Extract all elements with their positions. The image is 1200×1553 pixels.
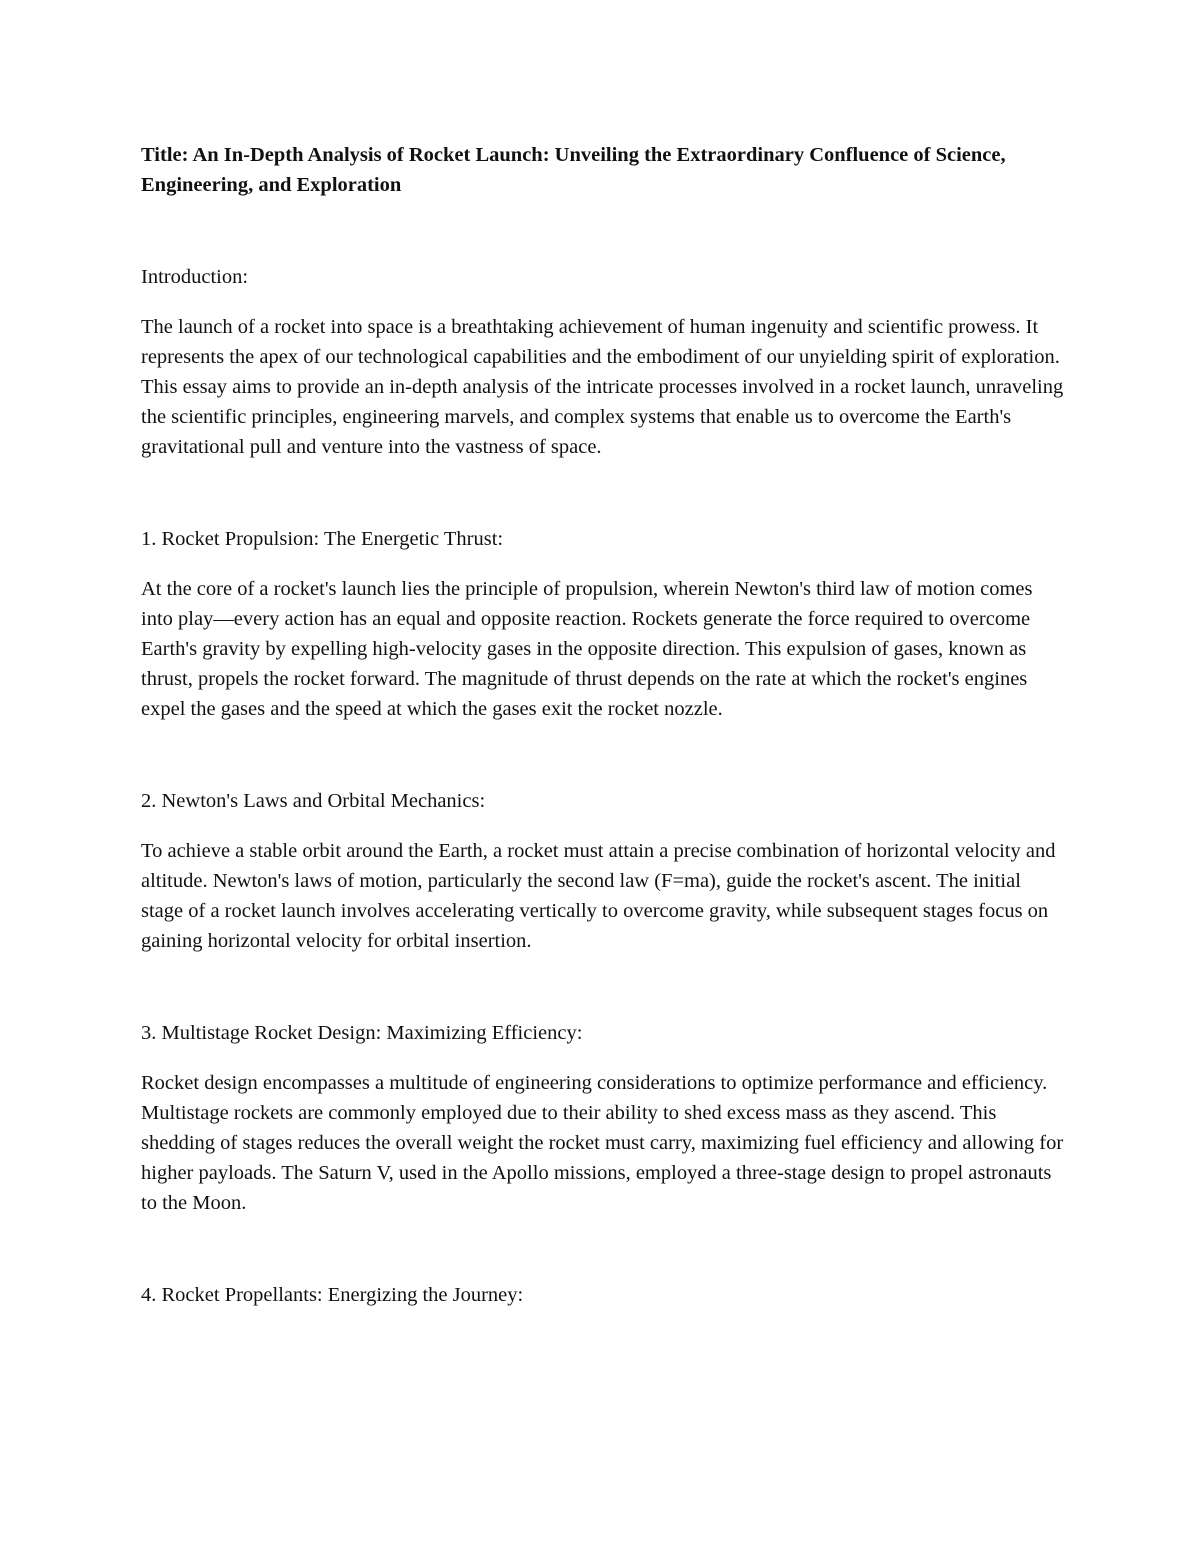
section-heading-rocket-propulsion: 1. Rocket Propulsion: The Energetic Thrust:: [141, 528, 504, 550]
section-body-introduction: The launch of a rocket into space is a breathtaking achievement of human ingenuity and scientific prowess. It represents the apex of our technological capabilities and the embodiment of our unyielding spirit of exploration. This essay aims to provide an in-depth analysis of the intricate processes involved in a rocket launch, unraveling the scientific principles, engineering marvels, and complex systems that enable us to overcome the Earth's gravitational pull and venture into the vastness of space.: [141, 316, 1064, 458]
section-heading-newtons-laws: 2. Newton's Laws and Orbital Mechanics:: [141, 790, 486, 812]
spacer: [141, 554, 1066, 574]
spacer: [141, 724, 1066, 786]
spacer: [141, 956, 1066, 1018]
section-heading-multistage-design: 3. Multistage Rocket Design: Maximizing Efficiency:: [141, 1022, 583, 1044]
spacer: [141, 200, 1066, 262]
spacer: [141, 1218, 1066, 1280]
section-heading-introduction: Introduction:: [141, 266, 249, 288]
section-body-multistage-design: Rocket design encompasses a multitude of engineering considerations to optimize performance and efficiency. Multistage rockets are commonly employed due to their ability to shed excess mass as they ascend. This shedding of stages reduces the overall weight the rocket must carry, maximizing fuel efficiency and allowing for higher payloads. The Saturn V, used in the Apollo missions, employed a three-stage design to propel astronauts to the Moon.: [141, 1072, 1064, 1214]
document-content: [141, 140, 1066, 1310]
spacer: [141, 292, 1066, 312]
section-heading-rocket-propellants: 4. Rocket Propellants: Energizing the Journey:: [141, 1284, 524, 1306]
section-body-rocket-propulsion: At the core of a rocket's launch lies the principle of propulsion, wherein Newton's third law of motion comes into play—every action has an equal and opposite reaction. Rockets generate the force required to overcome Earth's gravity by expelling high-velocity gases in the opposite direction. This expulsion of gases, known as thrust, propels the rocket forward. The magnitude of thrust depends on the rate at which the rocket's engines expel the gases and the speed at which the gases exit the rocket nozzle.: [141, 578, 1033, 720]
document-title: Title: An In-Depth Analysis of Rocket Launch: Unveiling the Extraordinary Confluence of Science, Engineering, and Exploration: [141, 144, 1006, 196]
spacer: [141, 462, 1066, 524]
section-body-newtons-laws: To achieve a stable orbit around the Earth, a rocket must attain a precise combination of horizontal velocity and altitude. Newton's laws of motion, particularly the second law (F=ma), guide the rocket's ascent. The initial stage of a rocket launch involves accelerating vertically to overcome gravity, while subsequent stages focus on gaining horizontal velocity for orbital insertion.: [141, 840, 1056, 952]
spacer: [141, 1048, 1066, 1068]
spacer: [141, 816, 1066, 836]
